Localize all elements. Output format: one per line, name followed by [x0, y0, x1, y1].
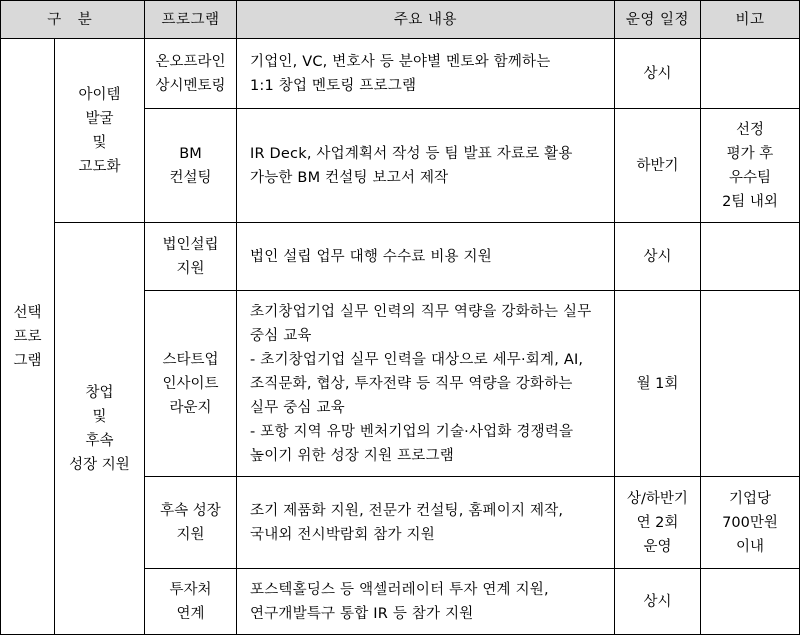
note-line: 2팀 내외 — [722, 193, 778, 210]
content-cell — [237, 223, 615, 291]
schedule-cell — [615, 477, 701, 569]
schedule-cell — [615, 291, 701, 477]
subgroup-label-line: 성장 지원 — [69, 456, 130, 473]
content-line: - 초기창업기업 실무 인력을 대상으로 세무·회계, AI, — [250, 351, 584, 368]
program-cell — [145, 291, 237, 477]
content-line: 법인 설립 업무 대행 수수료 비용 지원 — [250, 248, 492, 265]
schedule-line: 상시 — [643, 65, 672, 82]
group-label-line: 프로 — [13, 328, 42, 345]
content-line: 국내외 전시박람회 참가 지원 — [250, 526, 435, 543]
content-line: - 포항 지역 유망 벤처기업의 기술·사업화 경쟁력을 — [250, 423, 574, 440]
note-cell — [701, 477, 800, 569]
content-line: 조기 제품화 지원, 전문가 컨설팅, 홈페이지 제작, — [250, 502, 564, 519]
note-cell — [701, 39, 800, 109]
program-line: 지원 — [176, 526, 205, 543]
content-line: 포스텍홀딩스 등 액셀러레이터 투자 연계 지원, — [250, 581, 549, 598]
schedule-cell — [615, 39, 701, 109]
content-line: 초기창업기업 실무 인력의 직무 역량을 강화하는 실무 — [250, 303, 592, 320]
note-cell — [701, 569, 800, 635]
header-category: 구 분 — [1, 1, 145, 39]
subgroup-cell — [55, 223, 145, 635]
program-line: 지원 — [176, 260, 205, 277]
note-line: 평가 후 — [726, 145, 774, 162]
program-cell — [145, 477, 237, 569]
schedule-line: 연 2회 — [636, 514, 679, 531]
header-row — [1, 1, 800, 39]
note-cell — [701, 109, 800, 223]
note-line: 선정 — [735, 121, 764, 138]
schedule-line: 하반기 — [636, 157, 679, 174]
content-cell — [237, 39, 615, 109]
content-line: 가능한 BM 컨설팅 보고서 제작 — [250, 169, 449, 186]
group-label-line: 선택 — [13, 304, 42, 321]
schedule-line: 상/하반기 — [627, 490, 688, 507]
header-program: 프로그램 — [145, 1, 237, 39]
header-schedule: 운영 일정 — [615, 1, 701, 39]
subgroup-label-line: 및 — [92, 408, 107, 425]
subgroup-label-line: 고도화 — [78, 158, 121, 175]
content-line: 중심 교육 — [250, 327, 312, 344]
subgroup-label-line: 아이템 — [78, 86, 121, 103]
content-line: IR Deck, 사업계획서 작성 등 팀 발표 자료로 활용 — [250, 145, 573, 162]
note-line: 700만원 — [722, 514, 778, 531]
schedule-line: 상시 — [643, 593, 672, 610]
table-row — [1, 39, 800, 109]
subgroup-label-line: 발굴 — [85, 110, 114, 127]
program-line: 법인설립 — [162, 236, 219, 253]
program-line: 인사이트 — [162, 375, 219, 392]
note-line: 이내 — [735, 538, 764, 555]
group-label-line: 그램 — [13, 352, 42, 369]
content-line: 연구개발특구 통합 IR 등 참가 지원 — [250, 605, 474, 622]
content-cell — [237, 109, 615, 223]
content-line: 1:1 창업 멘토링 프로그램 — [250, 77, 417, 94]
program-cell — [145, 109, 237, 223]
schedule-cell — [615, 223, 701, 291]
schedule-line: 상시 — [643, 248, 672, 265]
program-line: 투자처 — [169, 581, 212, 598]
content-line: 조직문화, 협상, 투자전략 등 직무 역량을 강화하는 — [250, 375, 573, 392]
program-line: BM — [179, 145, 202, 162]
table-row — [1, 223, 800, 291]
note-line: 기업당 — [728, 490, 772, 507]
content-line: 높이기 위한 성장 지원 프로그램 — [250, 447, 454, 464]
content-line: 실무 중심 교육 — [250, 399, 345, 416]
content-cell — [237, 291, 615, 477]
program-line: 연계 — [176, 605, 205, 622]
schedule-line: 월 1회 — [636, 375, 679, 392]
program-line: 후속 성장 — [160, 502, 221, 519]
schedule-cell — [615, 109, 701, 223]
program-cell — [145, 39, 237, 109]
program-line: 컨설팅 — [169, 169, 212, 186]
subgroup-label-line: 및 — [92, 134, 107, 151]
program-line: 상시멘토링 — [155, 77, 226, 94]
content-line: 기업인, VC, 변호사 등 분야별 멘토와 함께하는 — [250, 53, 551, 70]
schedule-cell — [615, 569, 701, 635]
note-line: 우수팀 — [728, 169, 772, 186]
program-cell — [145, 569, 237, 635]
schedule-line: 운영 — [643, 538, 672, 555]
program-cell — [145, 223, 237, 291]
header-note: 비고 — [701, 1, 800, 39]
subgroup-cell — [55, 39, 145, 223]
content-cell — [237, 569, 615, 635]
subgroup-label-line: 후속 — [85, 432, 114, 449]
program-line: 스타트업 — [162, 351, 219, 368]
group-cell — [1, 39, 55, 635]
program-line: 라운지 — [169, 399, 212, 416]
subgroup-label-line: 창업 — [85, 384, 114, 401]
header-content: 주요 내용 — [237, 1, 615, 39]
program-line: 온오프라인 — [155, 53, 226, 70]
content-cell — [237, 477, 615, 569]
note-cell — [701, 223, 800, 291]
note-cell — [701, 291, 800, 477]
